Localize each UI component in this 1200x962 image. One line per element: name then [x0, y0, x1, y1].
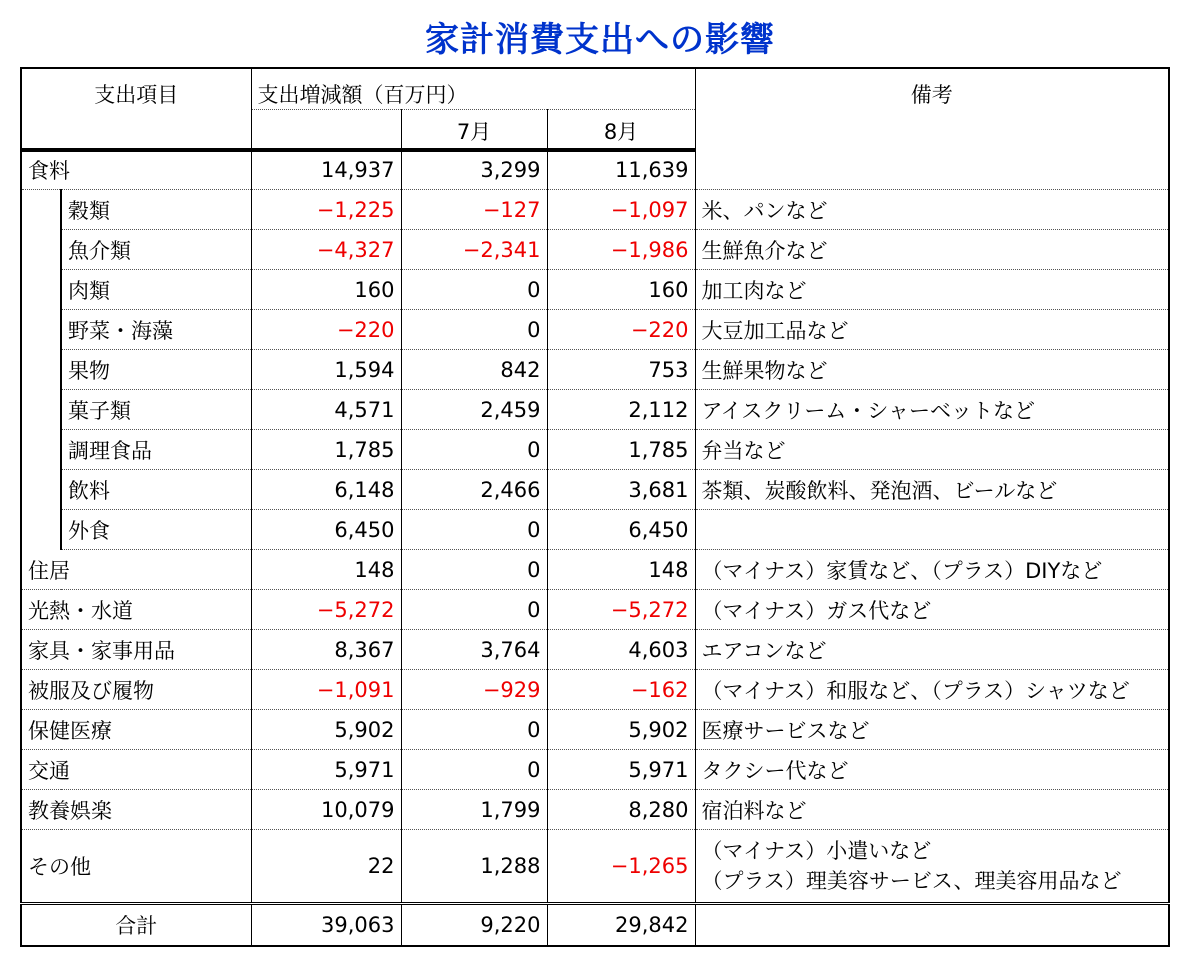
july-value: 842: [401, 350, 547, 390]
indent-spacer: [21, 430, 61, 470]
note-text: 大豆加工品など: [695, 310, 1169, 350]
august-value: 5,971: [547, 750, 695, 790]
august-value: 148: [547, 550, 695, 590]
note-text: [695, 904, 1169, 946]
note-text: 加工肉など: [695, 270, 1169, 310]
indent-spacer: [21, 230, 61, 270]
august-value: 29,842: [547, 904, 695, 946]
indent-spacer: [21, 310, 61, 350]
july-value: −127: [401, 190, 547, 230]
note-text: （マイナス）家賃など、（プラス）DIYなど: [695, 550, 1169, 590]
total-value: −5,272: [251, 590, 401, 630]
july-value: 1,799: [401, 790, 547, 830]
table-row: [21, 710, 1169, 750]
table-row: [21, 430, 1169, 470]
table-row: [21, 790, 1169, 830]
header-row-1: [21, 68, 1169, 110]
item-label: 肉類: [61, 270, 251, 310]
july-value: 0: [401, 270, 547, 310]
august-value: 2,112: [547, 390, 695, 430]
indent-spacer: [21, 470, 61, 510]
item-label: 食料: [21, 150, 251, 190]
table-row: [21, 230, 1169, 270]
total-value: 14,937: [251, 150, 401, 190]
table-row: [21, 470, 1169, 510]
table-row: [21, 750, 1169, 790]
august-value: 753: [547, 350, 695, 390]
item-label: 調理食品: [61, 430, 251, 470]
table-row: [21, 830, 1169, 904]
page-title: 家計消費支出への影響: [425, 20, 775, 60]
item-label: 被服及び履物: [21, 670, 251, 710]
indent-spacer: [21, 510, 61, 550]
note-text: 医療サービスなど: [695, 710, 1169, 750]
indent-spacer: [21, 190, 61, 230]
july-value: 0: [401, 750, 547, 790]
table-row: [21, 670, 1169, 710]
indent-spacer: [21, 390, 61, 430]
table-row: [21, 390, 1169, 430]
july-value: 3,764: [401, 630, 547, 670]
august-value: −220: [547, 310, 695, 350]
item-label: 外食: [61, 510, 251, 550]
item-label: 魚介類: [61, 230, 251, 270]
item-label: 教養娯楽: [21, 790, 251, 830]
item-label: 家具・家事用品: [21, 630, 251, 670]
indent-spacer: [21, 270, 61, 310]
note-text: 弁当など: [695, 430, 1169, 470]
item-label: 住居: [21, 550, 251, 590]
july-value: 3,299: [401, 150, 547, 190]
item-label: 穀類: [61, 190, 251, 230]
table-row: [21, 590, 1169, 630]
august-value: 11,639: [547, 150, 695, 190]
table-row: [21, 550, 1169, 590]
note-text: 生鮮果物など: [695, 350, 1169, 390]
expenditure-table: [20, 67, 1170, 947]
august-value: −1,097: [547, 190, 695, 230]
item-label: 交通: [21, 750, 251, 790]
total-row: [21, 904, 1169, 946]
total-value: 6,148: [251, 470, 401, 510]
july-value: 0: [401, 510, 547, 550]
note-text: タクシー代など: [695, 750, 1169, 790]
august-value: −1,986: [547, 230, 695, 270]
august-value: 8,280: [547, 790, 695, 830]
total-label: 合計: [21, 904, 251, 946]
total-value: 10,079: [251, 790, 401, 830]
total-value: 4,571: [251, 390, 401, 430]
august-value: −5,272: [547, 590, 695, 630]
table-row: [21, 350, 1169, 390]
note-text: [695, 830, 1169, 904]
total-value: 148: [251, 550, 401, 590]
august-value: −1,265: [547, 830, 695, 904]
note-text: （マイナス）和服など、（プラス）シャツなど: [695, 670, 1169, 710]
total-value: 39,063: [251, 904, 401, 946]
note-text: 米、パンなど: [695, 190, 1169, 230]
table-row: [21, 510, 1169, 550]
item-label: 飲料: [61, 470, 251, 510]
total-value: 1,594: [251, 350, 401, 390]
july-value: 0: [401, 310, 547, 350]
july-value: 2,466: [401, 470, 547, 510]
note-line-1: （マイナス）小遣いなど: [701, 839, 932, 863]
indent-spacer: [21, 350, 61, 390]
total-value: 5,902: [251, 710, 401, 750]
table-row: [21, 190, 1169, 230]
august-value: 1,785: [547, 430, 695, 470]
july-value: 1,288: [401, 830, 547, 904]
total-value: −1,225: [251, 190, 401, 230]
item-label: 果物: [61, 350, 251, 390]
table-row: [21, 630, 1169, 670]
july-value: 0: [401, 430, 547, 470]
note-text: 茶類、炭酸飲料、発泡酒、ビールなど: [695, 470, 1169, 510]
july-value: −2,341: [401, 230, 547, 270]
header-august: 8月: [547, 110, 695, 150]
total-value: −1,091: [251, 670, 401, 710]
note-text: 宿泊料など: [695, 790, 1169, 830]
total-value: 6,450: [251, 510, 401, 550]
august-value: 5,902: [547, 710, 695, 750]
item-label: 保健医療: [21, 710, 251, 750]
note-text: [695, 510, 1169, 550]
item-label: 光熱・水道: [21, 590, 251, 630]
item-label: その他: [21, 830, 251, 904]
july-value: 9,220: [401, 904, 547, 946]
item-label: 野菜・海藻: [61, 310, 251, 350]
table-row: [21, 150, 1169, 190]
total-value: −4,327: [251, 230, 401, 270]
total-value: −220: [251, 310, 401, 350]
july-value: −929: [401, 670, 547, 710]
note-text: （マイナス）ガス代など: [695, 590, 1169, 630]
total-value: 22: [251, 830, 401, 904]
august-value: 160: [547, 270, 695, 310]
note-text: アイスクリーム・シャーベットなど: [695, 390, 1169, 430]
august-value: 4,603: [547, 630, 695, 670]
august-value: 6,450: [547, 510, 695, 550]
header-amount: 支出増減額（百万円）: [251, 68, 695, 110]
note-line-2: （プラス）理美容サービス、理美容用品など: [701, 869, 1122, 893]
august-value: 3,681: [547, 470, 695, 510]
total-value: 160: [251, 270, 401, 310]
august-value: −162: [547, 670, 695, 710]
july-value: 0: [401, 550, 547, 590]
header-item: 支出項目: [21, 68, 251, 110]
note-text: 生鮮魚介など: [695, 230, 1169, 270]
july-value: 0: [401, 590, 547, 630]
header-note: 備考: [695, 68, 1169, 150]
total-value: 5,971: [251, 750, 401, 790]
table-row: [21, 270, 1169, 310]
july-value: 2,459: [401, 390, 547, 430]
header-july: 7月: [401, 110, 547, 150]
total-value: 8,367: [251, 630, 401, 670]
item-label: 菓子類: [61, 390, 251, 430]
note-text: [695, 150, 1169, 190]
july-value: 0: [401, 710, 547, 750]
note-text: エアコンなど: [695, 630, 1169, 670]
table-row: [21, 310, 1169, 350]
total-value: 1,785: [251, 430, 401, 470]
